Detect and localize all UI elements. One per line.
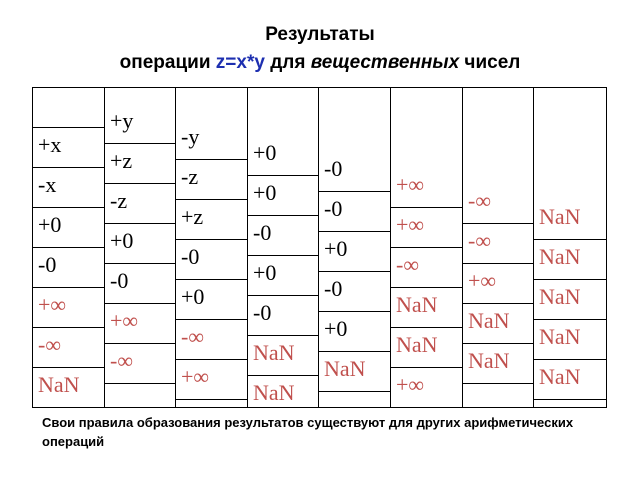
table-hline <box>390 247 463 248</box>
row-label-cell: NaN <box>38 372 80 397</box>
table-hline <box>247 175 319 176</box>
table-hline <box>104 263 176 264</box>
table-hline <box>32 367 105 368</box>
table-hline <box>104 143 176 144</box>
table-border-top <box>32 87 607 88</box>
result-cell: NaN <box>253 340 295 365</box>
row-label-cell: -x <box>38 172 57 197</box>
header-cell: +y <box>110 108 134 133</box>
result-cell: NaN <box>539 324 581 349</box>
table-hline <box>390 287 463 288</box>
result-cell: -0 <box>181 244 200 269</box>
table-hline <box>533 279 607 280</box>
table-hline <box>247 255 319 256</box>
result-cell: NaN <box>253 380 295 405</box>
table-hline <box>104 183 176 184</box>
table-border-bottom <box>32 407 607 408</box>
result-cell: +∞ <box>468 268 497 293</box>
table-hline <box>104 223 176 224</box>
table-hline <box>104 303 176 304</box>
result-cell: NaN <box>468 308 510 333</box>
table-hline <box>533 319 607 320</box>
result-cell: -0 <box>324 276 343 301</box>
result-cell: +0 <box>253 260 277 285</box>
header-cell: NaN <box>539 204 581 229</box>
table-hline <box>390 207 463 208</box>
title-suffix: чисел <box>459 52 521 73</box>
header-cell: -y <box>181 124 200 149</box>
table-hline <box>175 199 248 200</box>
table-hline <box>175 319 248 320</box>
result-cell: +0 <box>324 316 348 341</box>
result-cell: +∞ <box>396 212 425 237</box>
result-cell: -0 <box>110 268 129 293</box>
title-line-1: Результаты <box>265 24 375 45</box>
header-cell: +0 <box>253 140 277 165</box>
title-formula: z=x*y <box>215 52 265 73</box>
table-hline <box>462 223 534 224</box>
result-cell: +∞ <box>181 364 210 389</box>
table-hline <box>32 167 105 168</box>
table-hline <box>318 191 391 192</box>
result-cell: NaN <box>324 356 366 381</box>
table-hline <box>533 239 607 240</box>
result-cell: +z <box>181 204 204 229</box>
row-label-cell: +∞ <box>38 292 67 317</box>
table-hline <box>104 343 176 344</box>
table-hline <box>462 343 534 344</box>
table-hline <box>318 311 391 312</box>
table-vline <box>318 87 319 407</box>
result-cell: +0 <box>181 284 205 309</box>
result-cell: NaN <box>539 284 581 309</box>
row-label-cell: +x <box>38 132 62 157</box>
table-hline <box>32 127 105 128</box>
table-hline <box>32 327 105 328</box>
table-hline <box>175 239 248 240</box>
result-cell: -z <box>181 164 199 189</box>
table-hline <box>462 303 534 304</box>
result-cell: NaN <box>396 292 438 317</box>
result-cell: -∞ <box>468 228 492 253</box>
title-prefix: операции <box>119 52 216 73</box>
table-hline <box>32 207 105 208</box>
title-italic-word: вещественных <box>310 52 460 73</box>
table-hline <box>462 263 534 264</box>
result-cell: NaN <box>396 332 438 357</box>
footnote: Свои правила образования результатов существуют для других арифметических операций <box>42 415 574 449</box>
table-hline <box>247 215 319 216</box>
header-cell: -∞ <box>468 188 492 213</box>
table-hline <box>318 391 391 392</box>
result-cell: -0 <box>253 220 272 245</box>
result-cell: NaN <box>468 348 510 373</box>
result-cell: +0 <box>110 228 134 253</box>
row-label-cell: -∞ <box>38 332 62 357</box>
table-hline <box>247 295 319 296</box>
result-cell: -z <box>110 188 128 213</box>
table-hline <box>247 335 319 336</box>
table-hline <box>32 247 105 248</box>
table-hline <box>318 351 391 352</box>
table-hline <box>247 375 319 376</box>
header-cell: +∞ <box>396 172 425 197</box>
row-label-cell: -0 <box>38 252 57 277</box>
table-hline <box>462 383 534 384</box>
table-hline <box>175 399 248 400</box>
result-cell: -0 <box>324 196 343 221</box>
table-hline <box>32 287 105 288</box>
title-mid: для <box>264 52 311 73</box>
result-cell: +0 <box>253 180 277 205</box>
result-cell: -∞ <box>110 348 134 373</box>
table-hline <box>533 399 607 400</box>
result-cell: -∞ <box>396 252 420 277</box>
header-cell: -0 <box>324 156 343 181</box>
result-cell: NaN <box>539 364 581 389</box>
result-cell: +∞ <box>396 372 425 397</box>
result-cell: NaN <box>539 244 581 269</box>
table-hline <box>175 359 248 360</box>
result-cell: +z <box>110 148 133 173</box>
table-hline <box>175 159 248 160</box>
table-hline <box>318 231 391 232</box>
table-hline <box>175 279 248 280</box>
table-hline <box>390 327 463 328</box>
result-cell: -∞ <box>181 324 205 349</box>
result-cell: -0 <box>253 300 272 325</box>
result-cell: +∞ <box>110 308 139 333</box>
row-label-cell: +0 <box>38 212 62 237</box>
table-hline <box>318 271 391 272</box>
table-hline <box>104 383 176 384</box>
table-hline <box>533 359 607 360</box>
table-hline <box>390 367 463 368</box>
result-cell: +0 <box>324 236 348 261</box>
